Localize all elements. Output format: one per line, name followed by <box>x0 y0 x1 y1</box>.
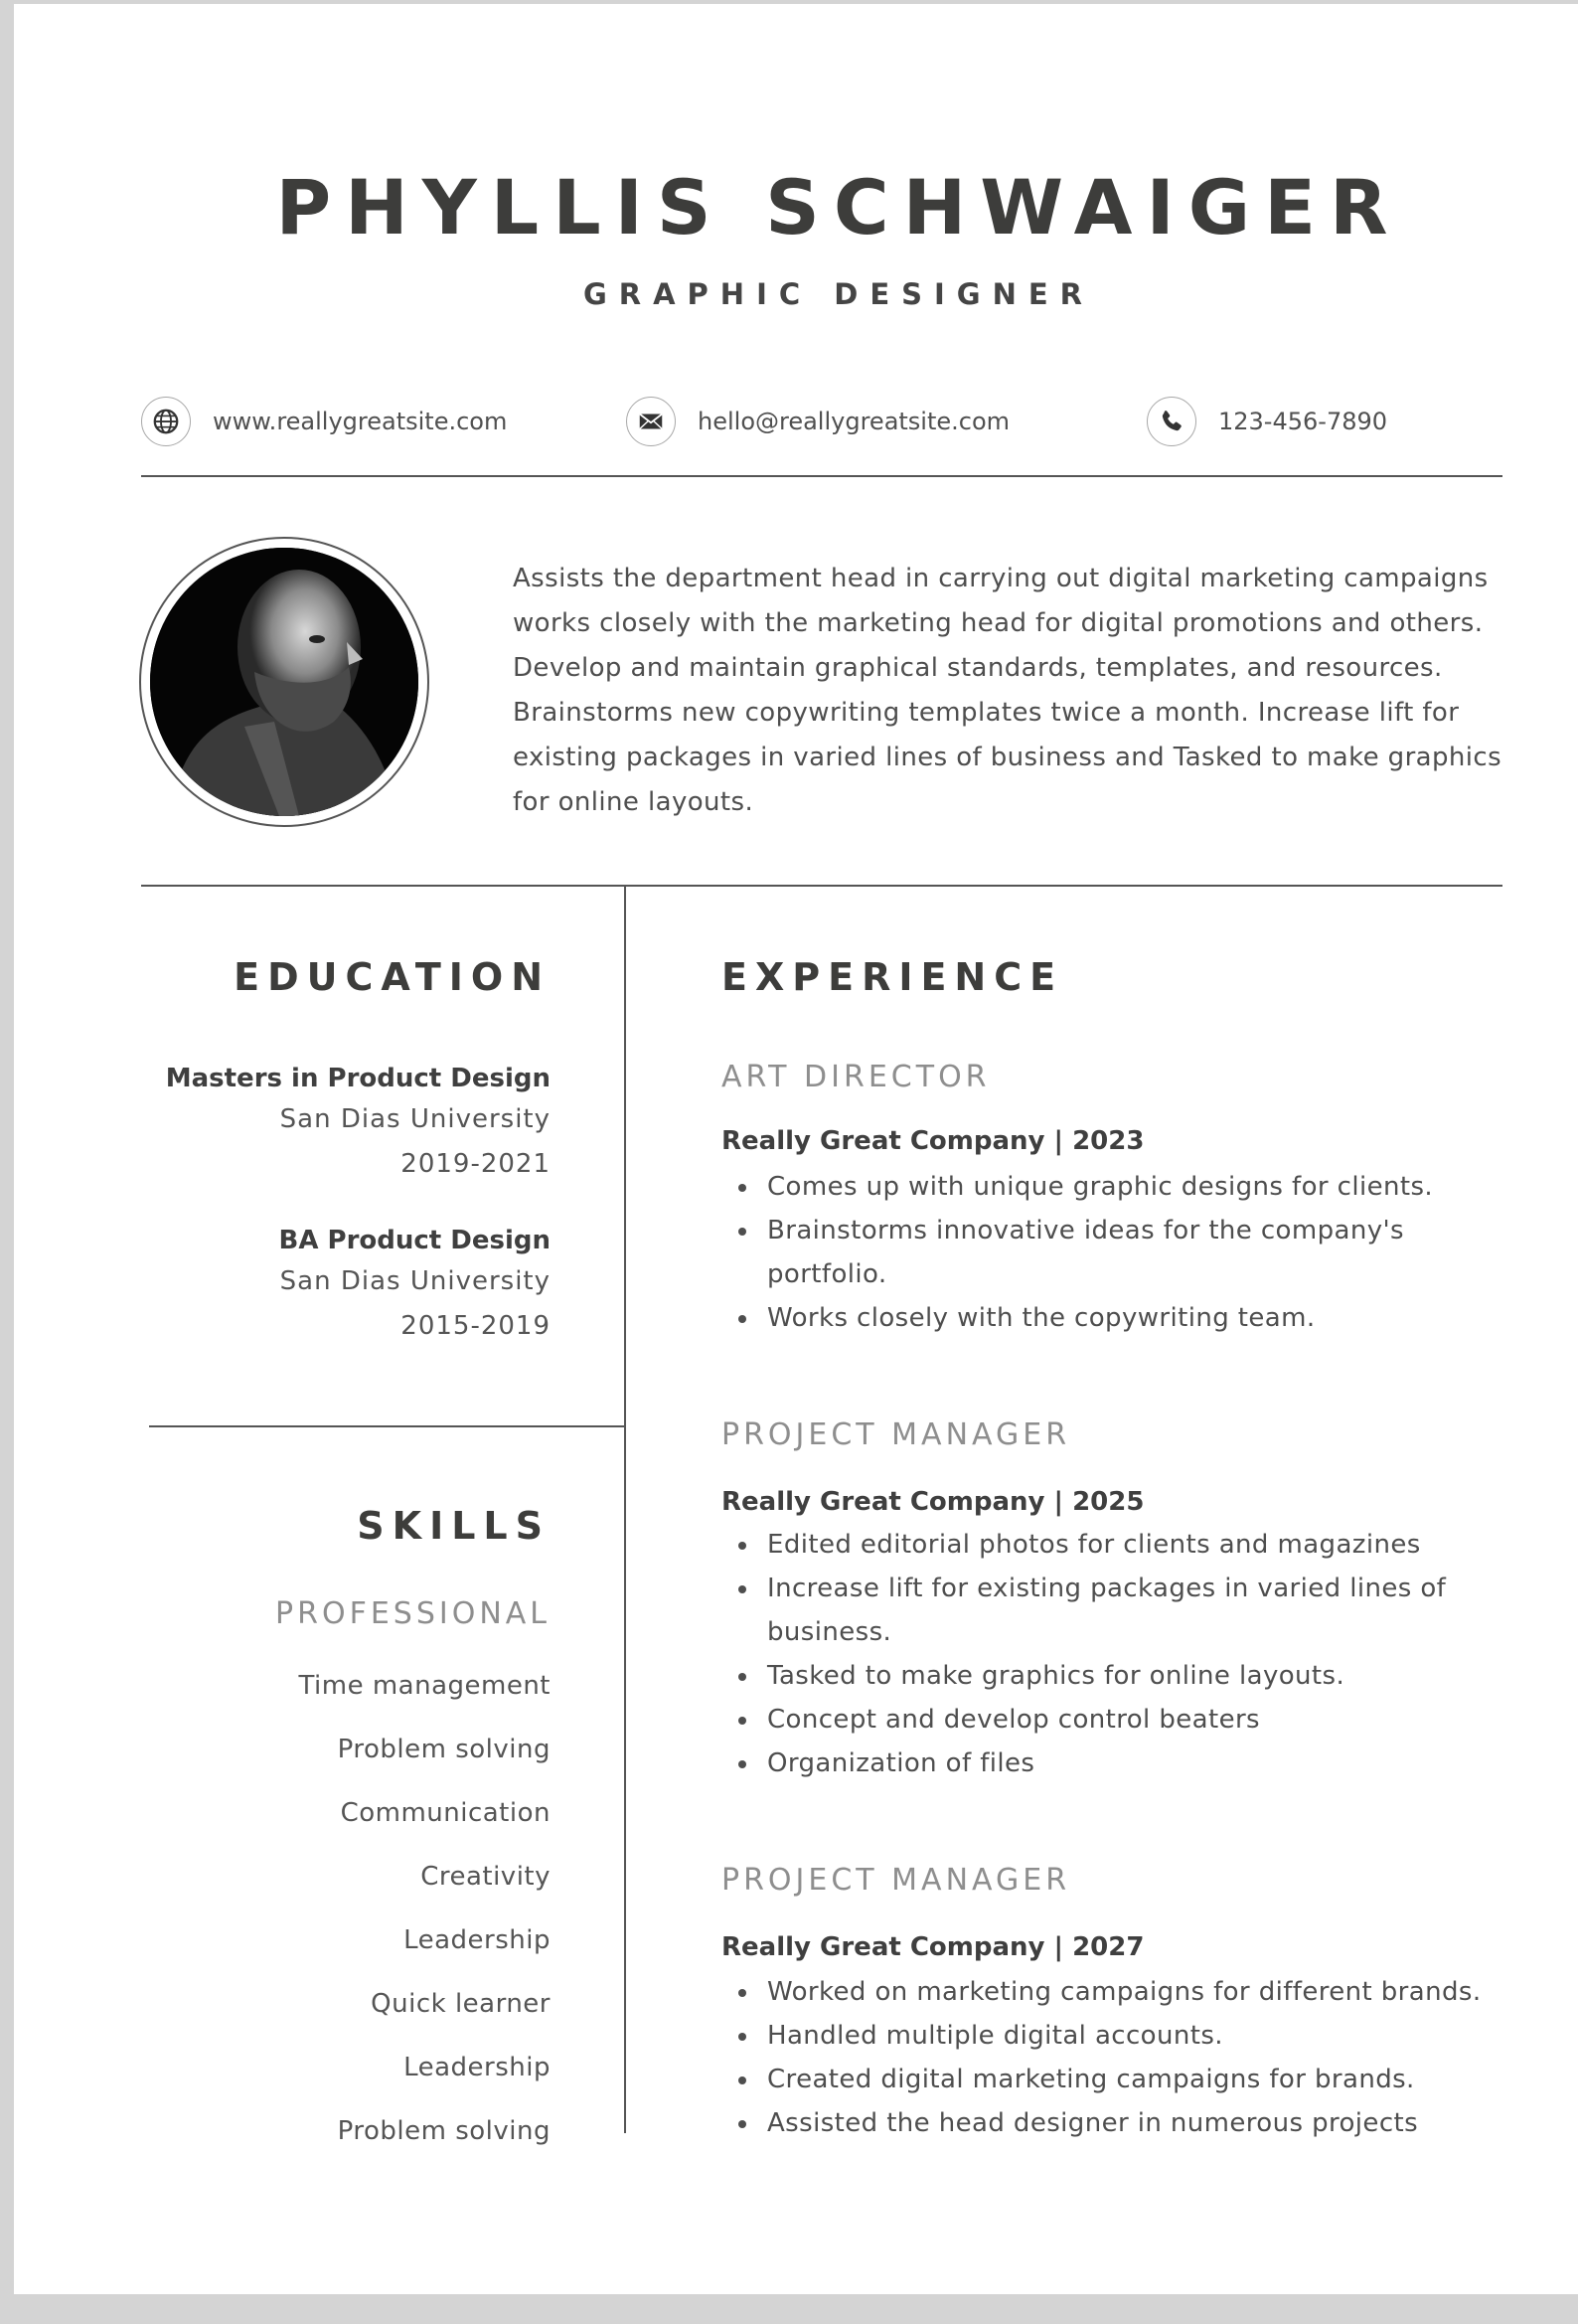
resume-page <box>14 4 1578 2294</box>
education-years: 2015-2019 <box>400 1311 551 1341</box>
job-bullets <box>721 1970 1516 2145</box>
job-company: Really Great Company | 2025 <box>721 1487 1145 1517</box>
education-entry <box>279 1222 551 1349</box>
skills-subtitle: PROFESSIONAL <box>275 1596 551 1631</box>
globe-icon <box>141 397 191 446</box>
job-bullet: Worked on marketing campaigns for different brands. <box>721 1970 1516 2014</box>
skill-item: Quick learner <box>371 1989 551 2019</box>
job-title: PROJECT MANAGER <box>721 1417 1071 1452</box>
email-text[interactable]: hello@reallygreatsite.com <box>698 408 1011 435</box>
website-text[interactable]: www.reallygreatsite.com <box>213 408 508 435</box>
profile-summary: Assists the department head in carrying out digital marketing campaigns works closely with the marketing head for digital promotions and others. Develop and maintain graphical standards, templates, and resources. Brainstorms new copywriting templates twice a month. Increase lift for existing packages in varied lines of business and Tasked to make graphics for online layouts. <box>513 564 1502 817</box>
education-school: San Dias University <box>279 1266 551 1296</box>
job-bullet: Works closely with the copywriting team. <box>721 1296 1516 1340</box>
contact-website <box>141 394 507 449</box>
experience-title: EXPERIENCE <box>721 955 1064 999</box>
divider-skills <box>149 1425 626 1427</box>
skill-item: Time management <box>298 1671 551 1701</box>
job-company: Really Great Company | 2023 <box>721 1126 1145 1156</box>
job-bullet: Concept and develop control beaters <box>721 1698 1516 1742</box>
job-title: PROJECT MANAGER <box>721 1863 1071 1898</box>
resume-role: GRAPHIC DESIGNER <box>582 277 1095 311</box>
job-company: Really Great Company | 2027 <box>721 1932 1145 1962</box>
job-bullet: Handled multiple digital accounts. <box>721 2014 1516 2058</box>
profile-photo-frame <box>139 537 429 827</box>
skill-item: Problem solving <box>337 2116 551 2146</box>
job-bullet: Assisted the head designer in numerous projects <box>721 2101 1516 2145</box>
job-bullets <box>721 1165 1516 1340</box>
divider-middle <box>141 885 1502 887</box>
profile-photo <box>150 548 418 816</box>
job-bullet: Comes up with unique graphic designs for clients. <box>721 1165 1516 1209</box>
job-bullet: Increase lift for existing packages in varied lines of business. <box>721 1567 1516 1654</box>
job-title: ART DIRECTOR <box>721 1060 991 1094</box>
skill-item: Leadership <box>403 1925 551 1955</box>
skills-list <box>298 1654 551 2163</box>
skill-item: Problem solving <box>337 1735 551 1764</box>
column-divider <box>624 885 626 2133</box>
job-bullet: Created digital marketing campaigns for brands. <box>721 2058 1516 2101</box>
skill-item: Creativity <box>420 1862 551 1892</box>
job-bullet: Organization of files <box>721 1742 1516 1785</box>
resume-name: PHYLLIS SCHWAIGER <box>275 163 1402 251</box>
education-title: EDUCATION <box>234 955 551 999</box>
contact-phone <box>1147 394 1387 449</box>
job-bullets <box>721 1523 1516 1785</box>
education-degree: BA Product Design <box>278 1226 551 1255</box>
divider-top <box>141 475 1502 477</box>
education-entry <box>166 1060 551 1187</box>
education-degree: Masters in Product Design <box>165 1064 551 1093</box>
phone-text[interactable]: 123-456-7890 <box>1218 408 1388 435</box>
job-bullet: Brainstorms innovative ideas for the company's portfolio. <box>721 1209 1516 1296</box>
education-school: San Dias University <box>279 1104 551 1134</box>
skill-item: Leadership <box>403 2053 551 2082</box>
skill-item: Communication <box>340 1798 551 1828</box>
contact-email <box>626 394 1010 449</box>
education-years: 2019-2021 <box>400 1149 551 1179</box>
phone-icon <box>1147 397 1196 446</box>
mail-icon <box>626 397 676 446</box>
job-bullet: Tasked to make graphics for online layouts. <box>721 1654 1516 1698</box>
skills-title: SKILLS <box>357 1504 551 1548</box>
job-bullet: Edited editorial photos for clients and magazines <box>721 1523 1516 1567</box>
